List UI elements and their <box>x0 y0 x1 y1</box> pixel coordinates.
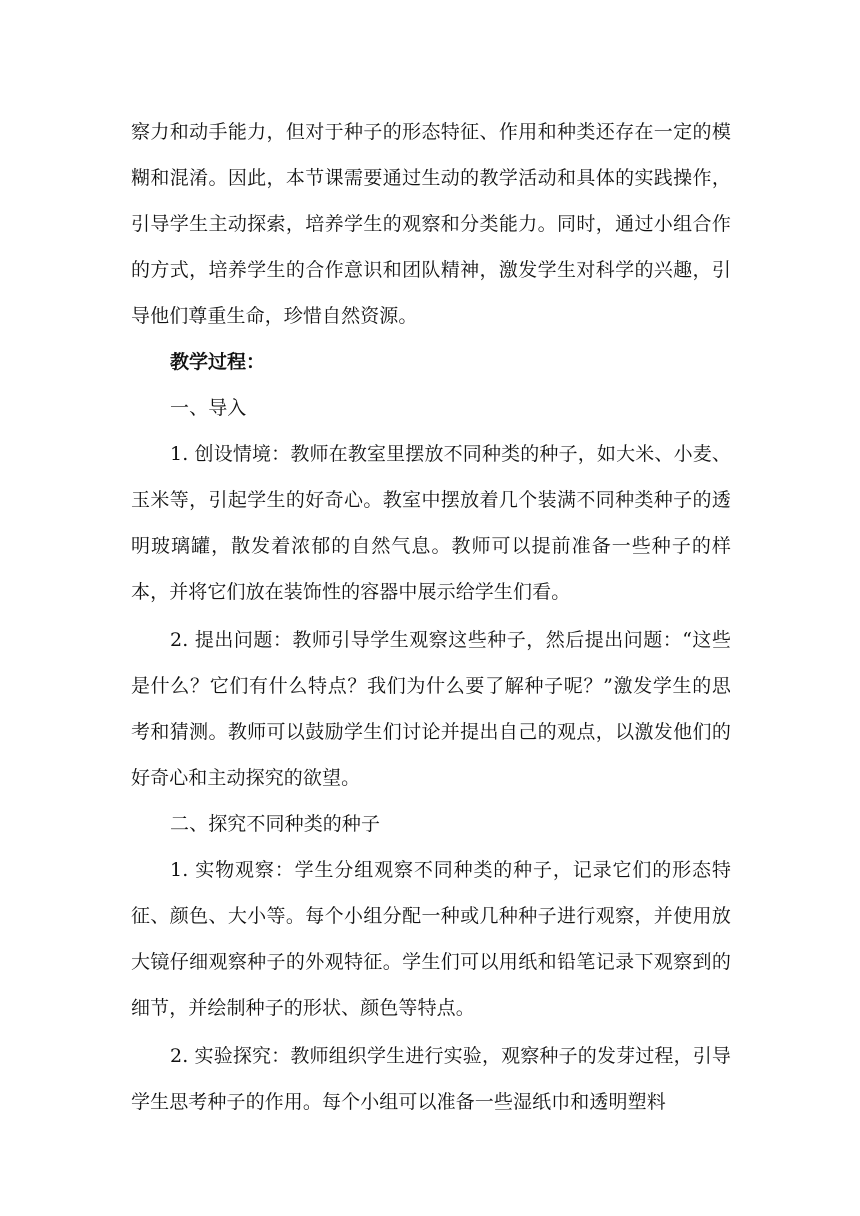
part1-title: 一、导入 <box>170 397 247 419</box>
part2-item-1: 1. 实物观察：学生分组观察不同种类的种子，记录它们的形态特征、颜色、大小等。每个小组分配一种或几种种子进行观察，并使用放大镜仔细观察种子的外观特征。学生们可以用纸和铅笔记录下观察到的细节，并绘制种子的形状、颜色等特点。 <box>131 859 731 1019</box>
part2-title: 二、探究不同种类的种子 <box>170 813 381 835</box>
intro-paragraph: 察力和动手能力，但对于种子的形态特征、作用和种类还存在一定的模糊和混淆。因此，本节课需要通过生动的教学活动和具体的实践操作，引导学生主动探索，培养学生的观察和分类能力。同时，通过小组合作的方式，培养学生的合作意识和团队精神，激发学生对科学的兴趣，引导他们尊重生命，珍惜自然资源。 <box>131 121 731 327</box>
section-heading: 教学过程： <box>170 351 266 373</box>
part1-item-2: 2. 提出问题：教师引导学生观察这些种子，然后提出问题：“这些是什么？它们有什么特点？我们为什么要了解种子呢？”激发学生的思考和猜测。教师可以鼓励学生们讨论并提出自己的观点，以激发他们的好奇心和主动探究的欲望。 <box>131 629 731 789</box>
part1-item-1: 1. 创设情境：教师在教室里摆放不同种类的种子，如大米、小麦、玉米等，引起学生的好奇心。教室中摆放着几个装满不同种类种子的透明玻璃罐，散发着浓郁的自然气息。教师可以提前准备一些种子的样本，并将它们放在装饰性的容器中展示给学生们看。 <box>131 443 731 603</box>
part2-item-2: 2. 实验探究：教师组织学生进行实验，观察种子的发芽过程，引导学生思考种子的作用。每个小组可以准备一些湿纸巾和透明塑料 <box>131 1045 731 1113</box>
document-body <box>131 109 731 1125</box>
